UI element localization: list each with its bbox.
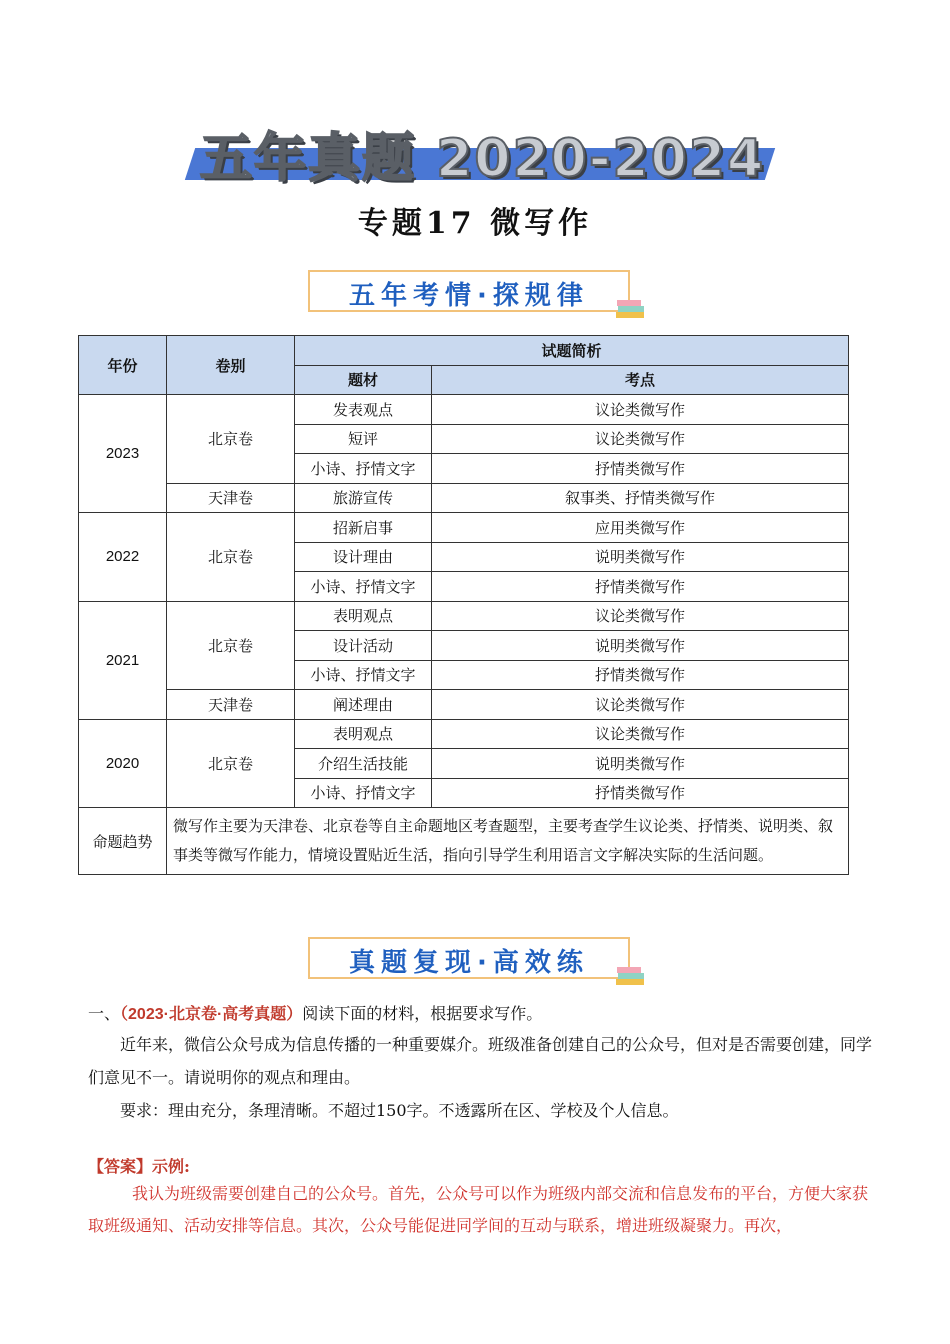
table-row bbox=[79, 690, 849, 720]
header-year: 年份 bbox=[79, 336, 167, 395]
paper-cell: 天津卷 bbox=[167, 483, 295, 513]
paper-cell: 天津卷 bbox=[167, 690, 295, 720]
question-instruction: 阅读下面的材料，根据要求写作。 bbox=[302, 1004, 543, 1023]
header-analysis: 试题简析 bbox=[295, 336, 849, 366]
paper-cell: 北京卷 bbox=[167, 601, 295, 690]
answer-text: 我认为班级需要创建自己的公众号。首先，公众号可以作为班级内部交流和信息发布的平台，方便大家获取班级通知、活动安排等信息。其次，公众号能促进同学间的互动与联系，增进班级凝聚力。再次， bbox=[88, 1184, 869, 1235]
material-cell: 表明观点 bbox=[295, 601, 432, 631]
point-cell: 议论类微写作 bbox=[432, 395, 849, 425]
table-row bbox=[79, 719, 849, 749]
section-title: 五年考情·探规律 bbox=[349, 281, 589, 311]
material-cell: 设计活动 bbox=[295, 631, 432, 661]
point-cell: 议论类微写作 bbox=[432, 424, 849, 454]
material-cell: 小诗、抒情文字 bbox=[295, 454, 432, 484]
material-cell: 发表观点 bbox=[295, 395, 432, 425]
table-row bbox=[79, 395, 849, 425]
header-paper: 卷别 bbox=[167, 336, 295, 395]
point-cell: 应用类微写作 bbox=[432, 513, 849, 543]
point-cell: 抒情类微写作 bbox=[432, 454, 849, 484]
point-cell: 议论类微写作 bbox=[432, 719, 849, 749]
question-source: （2023·北京卷·高考真题） bbox=[120, 1006, 303, 1023]
paper-cell: 北京卷 bbox=[167, 513, 295, 602]
banner-title: 五年真题 2020-2024 bbox=[200, 129, 766, 189]
books-icon bbox=[614, 963, 648, 987]
material-cell: 小诗、抒情文字 bbox=[295, 778, 432, 808]
material-cell: 招新启事 bbox=[295, 513, 432, 543]
material-cell: 旅游宣传 bbox=[295, 483, 432, 513]
paper-cell: 北京卷 bbox=[167, 719, 295, 808]
point-cell: 说明类微写作 bbox=[432, 542, 849, 572]
material-cell: 表明观点 bbox=[295, 719, 432, 749]
exam-analysis-table bbox=[78, 335, 849, 875]
topic-subtitle: 专题17 微写作 bbox=[357, 206, 593, 241]
question-requirement: 要求：理由充分，条理清晰。不超过150字。不透露所在区、学校及个人信息。 bbox=[120, 1101, 679, 1120]
point-cell: 议论类微写作 bbox=[432, 601, 849, 631]
material-cell: 设计理由 bbox=[295, 542, 432, 572]
year-cell: 2023 bbox=[79, 395, 167, 513]
section-title: 真题复现·高效练 bbox=[349, 948, 589, 978]
question-heading bbox=[88, 1000, 542, 1029]
material-cell: 介绍生活技能 bbox=[295, 749, 432, 779]
material-cell: 阐述理由 bbox=[295, 690, 432, 720]
point-cell: 议论类微写作 bbox=[432, 690, 849, 720]
year-cell: 2020 bbox=[79, 719, 167, 808]
books-icon bbox=[614, 296, 648, 320]
answer-label: 【答案】示例: bbox=[88, 1157, 190, 1176]
point-cell: 叙事类、抒情类微写作 bbox=[432, 483, 849, 513]
section-header-trends bbox=[308, 270, 630, 312]
point-cell: 说明类微写作 bbox=[432, 631, 849, 661]
material-cell: 小诗、抒情文字 bbox=[295, 660, 432, 690]
title-banner bbox=[180, 112, 770, 189]
section-header-practice bbox=[308, 937, 630, 979]
point-cell: 抒情类微写作 bbox=[432, 660, 849, 690]
table-row bbox=[79, 601, 849, 631]
year-cell: 2021 bbox=[79, 601, 167, 719]
trend-row bbox=[79, 808, 849, 875]
year-cell: 2022 bbox=[79, 513, 167, 602]
header-material: 题材 bbox=[295, 365, 432, 395]
point-cell: 抒情类微写作 bbox=[432, 572, 849, 602]
header-point: 考点 bbox=[432, 365, 849, 395]
trend-text: 微写作主要为天津卷、北京卷等自主命题地区考查题型，主要考查学生议论类、抒情类、说明类、叙事类等微写作能力，情境设置贴近生活，指向引导学生利用语言文字解决实际的生活问题。 bbox=[167, 808, 849, 875]
material-cell: 小诗、抒情文字 bbox=[295, 572, 432, 602]
table-row bbox=[79, 483, 849, 513]
question-material: 近年来，微信公众号成为信息传播的一种重要媒介。班级准备创建自己的公众号，但对是否需要创建，同学们意见不一。请说明你的观点和理由。 bbox=[88, 1035, 873, 1087]
point-cell: 说明类微写作 bbox=[432, 749, 849, 779]
point-cell: 抒情类微写作 bbox=[432, 778, 849, 808]
material-cell: 短评 bbox=[295, 424, 432, 454]
trend-label: 命题趋势 bbox=[79, 808, 167, 875]
paper-cell: 北京卷 bbox=[167, 395, 295, 484]
table-row bbox=[79, 513, 849, 543]
question-number: 一、 bbox=[88, 1004, 121, 1023]
